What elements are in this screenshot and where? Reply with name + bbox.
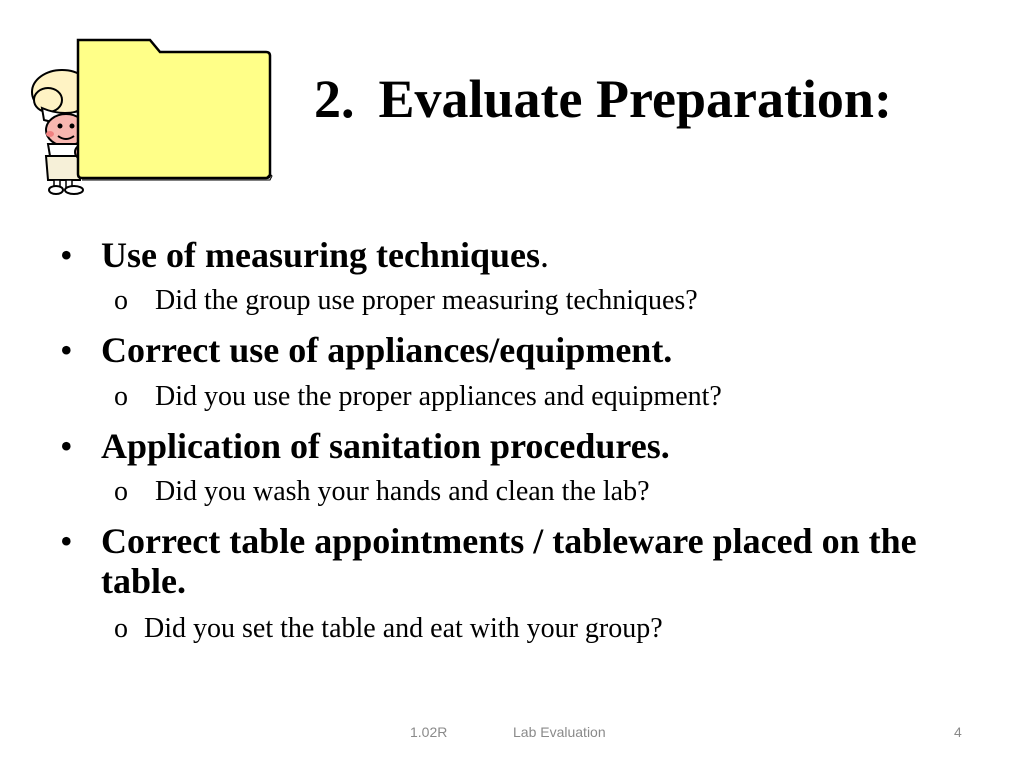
footer-label: Lab Evaluation (513, 724, 606, 740)
list-item-heading: Use of measuring techniques (101, 235, 540, 275)
footer-code: 1.02R (410, 724, 448, 740)
sub-list-item (114, 285, 698, 317)
sub-bullet-icon: o (114, 613, 128, 644)
bullet-icon: • (60, 426, 73, 466)
sub-list-item-text: Did you wash your hands and clean the lab? (155, 476, 650, 507)
bullet-icon: • (60, 235, 73, 275)
list-item-heading: Correct use of appliances/equipment. (101, 330, 673, 370)
sub-bullet-icon: o (114, 476, 128, 507)
title-text: Evaluate Preparation: (378, 69, 892, 129)
list-item (60, 521, 960, 601)
sub-bullet-icon: o (114, 285, 128, 316)
list-item-heading-suffix: . (540, 235, 549, 275)
list-item-heading: Application of sanitation procedures. (101, 426, 670, 466)
list-item (60, 330, 960, 370)
list-item (60, 235, 960, 275)
sub-list-item (114, 476, 650, 508)
title-number: 2. (314, 69, 355, 129)
sub-list-item-text: Did you use the proper appliances and equipment? (155, 381, 722, 412)
sub-bullet-icon: o (114, 381, 128, 412)
page-number: 4 (954, 724, 962, 740)
sub-list-item (114, 381, 722, 413)
bullet-icon: • (60, 521, 73, 561)
list-item-heading: Correct table appointments / tableware placed on the table. (101, 521, 917, 601)
sub-list-item-text: Did the group use proper measuring techniques? (155, 285, 698, 316)
sub-list-item (114, 613, 663, 645)
list-item (60, 426, 960, 466)
bullet-icon: • (60, 330, 73, 370)
sub-list-item-text: Did you set the table and eat with your group? (144, 613, 663, 644)
